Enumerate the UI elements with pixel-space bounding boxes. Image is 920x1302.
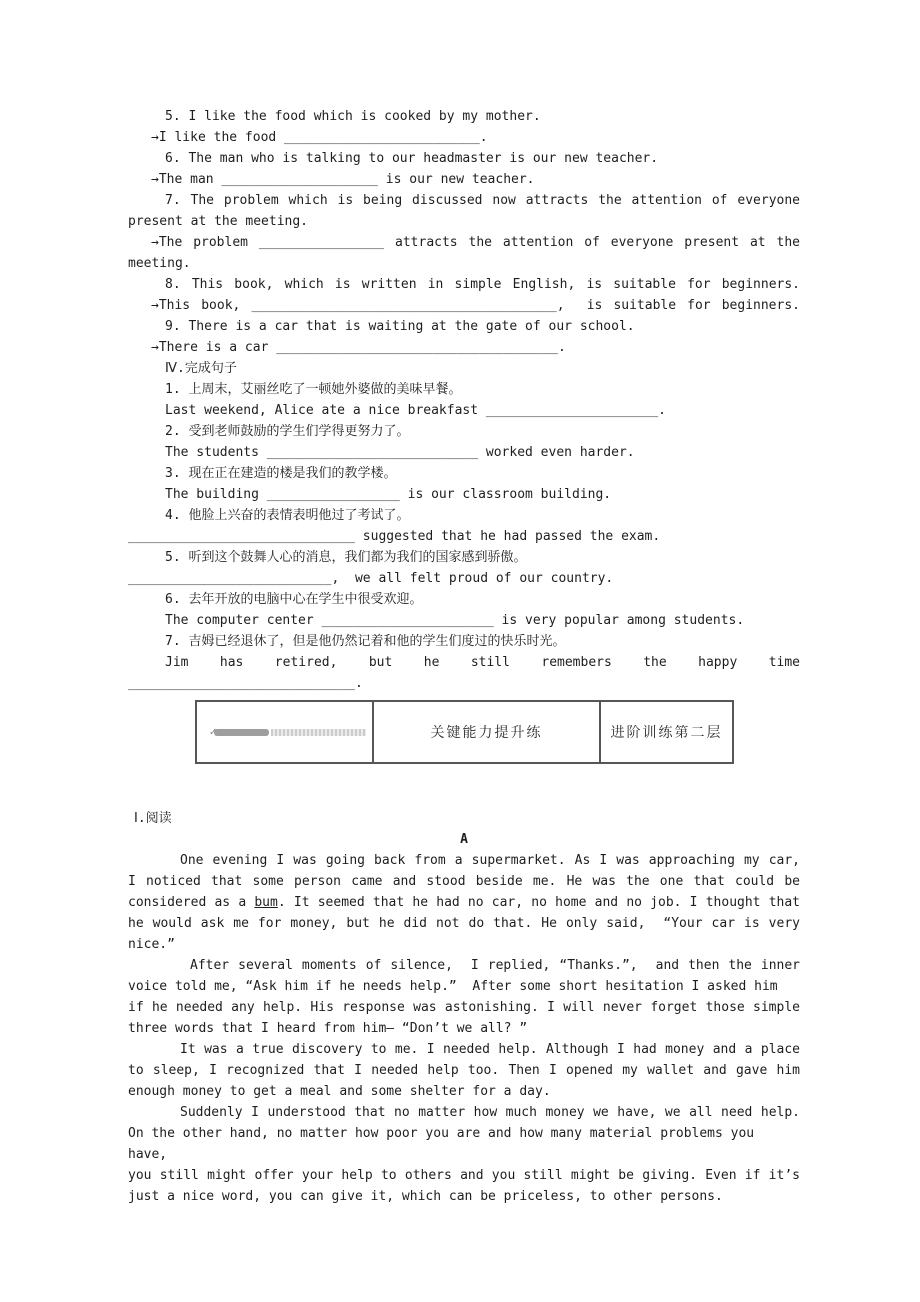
fill-blank-line: →This book, _______________________________________, is suitable for beginners. xyxy=(151,298,800,313)
fill-blank-line: →The man ____________________ is our new teacher. xyxy=(151,172,535,187)
passage-text: considered as a xyxy=(128,895,255,910)
passage-line: I noticed that some person came and stood beside me. He was the one that could be xyxy=(128,874,800,889)
page-content xyxy=(128,0,800,1207)
exercise-line-continuation: present at the meeting. xyxy=(128,214,309,229)
exercise-line: 9. There is a car that is waiting at the gate of our school. xyxy=(165,319,635,334)
passage-label: A xyxy=(460,832,468,847)
exercise-line: 5. I like the food which is cooked by my mother. xyxy=(165,109,541,124)
banner-table xyxy=(195,700,734,764)
section-heading-iv: Ⅳ.完成句子 xyxy=(165,361,237,376)
exercise-line: 7. The problem which is being discussed now attracts the attention of everyone xyxy=(165,193,800,208)
fill-blank-line: The computer center ______________________ is very popular among students. xyxy=(165,613,745,628)
passage-line xyxy=(128,892,800,913)
exercise-line: 8. This book, which is written in simple English, is suitable for beginners. xyxy=(165,277,800,292)
check-icon: ✓ xyxy=(209,726,218,738)
progress-bar-decoration xyxy=(209,727,366,738)
fill-blank-line: →I like the food _________________________. xyxy=(151,130,488,145)
banner-title: 关键能力提升练 xyxy=(372,702,599,762)
passage-line: One evening I was going back from a supermarket. As I was approaching my car, xyxy=(180,853,800,868)
exercise-line-chinese: 1. 上周末，艾丽丝吃了一顿她外婆做的美味早餐。 xyxy=(165,382,462,397)
exercise-section xyxy=(128,106,800,694)
reading-section xyxy=(128,808,800,1207)
exercise-line-chinese: 2. 受到老师鼓励的学生们学得更努力了。 xyxy=(165,424,410,439)
passage-line: three words that I heard from him— “Don’t we all? ” xyxy=(128,1021,528,1036)
passage-line: voice told me, “Ask him if he needs help.” After some short hesitation I asked him xyxy=(128,979,778,994)
underlined-vocab-word: bum xyxy=(254,895,278,910)
exercise-line-chinese: 4. 他脸上兴奋的表情表明他过了考试了。 xyxy=(165,508,410,523)
passage-line: Suddenly I understood that no matter how much money we have, we all need help. xyxy=(180,1105,800,1120)
progress-bar-filled xyxy=(214,729,269,736)
banner-level: 进阶训练第二层 xyxy=(599,702,732,762)
passage-line: enough money to get a meal and some shelter for a day. xyxy=(128,1084,551,1099)
exercise-line-chinese: 6. 去年开放的电脑中心在学生中很受欢迎。 xyxy=(165,592,423,607)
passage-line: you still might offer your help to others and you still might be giving. Even if it’s xyxy=(128,1168,800,1183)
exercise-line-continuation: meeting. xyxy=(128,256,191,271)
passage-line: It was a true discovery to me. I needed help. Although I had money and a place xyxy=(180,1042,800,1057)
fill-blank-line: →The problem ________________ attracts the attention of everyone present at the xyxy=(151,235,800,250)
progress-bar-hatched xyxy=(271,729,366,736)
passage-line: he would ask me for money, but he did not do that. He only said, “Your car is very xyxy=(128,916,800,931)
passage-line: just a nice word, you can give it, which can be priceless, to other persons. xyxy=(128,1189,723,1204)
passage-line: After several moments of silence, I replied, “Thanks.”, and then the inner xyxy=(190,958,800,973)
exercise-line-chinese: 3. 现在正在建造的楼是我们的教学楼。 xyxy=(165,466,397,481)
passage-line: nice.” xyxy=(128,937,175,952)
passage-line: if he needed any help. His response was astonishing. I will never forget those simple xyxy=(128,1000,800,1015)
fill-blank-line: _____________________________. xyxy=(128,676,363,691)
exercise-line: 6. The man who is talking to our headmaster is our new teacher. xyxy=(165,151,659,166)
fill-blank-line: Last weekend, Alice ate a nice breakfast ______________________. xyxy=(165,403,666,418)
fill-blank-line: The students ___________________________ worked even harder. xyxy=(165,445,635,460)
banner-progress-cell xyxy=(197,702,372,762)
section-heading-reading: Ⅰ.阅读 xyxy=(134,811,172,826)
exercise-line-chinese: 5. 听到这个鼓舞人心的消息，我们都为我们的国家感到骄傲。 xyxy=(165,550,527,565)
fill-blank-line: _____________________________ suggested that he had passed the exam. xyxy=(128,529,661,544)
exercise-line-chinese: 7. 吉姆已经退休了，但是他仍然记着和他的学生们度过的快乐时光。 xyxy=(165,634,566,649)
passage-text: . It seemed that he had no car, no home and no job. I thought that xyxy=(277,895,801,910)
fill-blank-line: __________________________, we all felt proud of our country. xyxy=(128,571,614,586)
passage-line: On the other hand, no matter how poor you are and how many material problems you have, xyxy=(128,1126,762,1162)
progress-bar xyxy=(214,729,366,736)
exercise-line: Jim has retired, but he still remembers the happy time xyxy=(165,655,800,670)
passage-line: to sleep, I recognized that I needed help too. Then I opened my wallet and gave him xyxy=(128,1063,800,1078)
fill-blank-line: The building _________________ is our classroom building. xyxy=(165,487,612,502)
fill-blank-line: →There is a car ____________________________________. xyxy=(151,340,566,355)
